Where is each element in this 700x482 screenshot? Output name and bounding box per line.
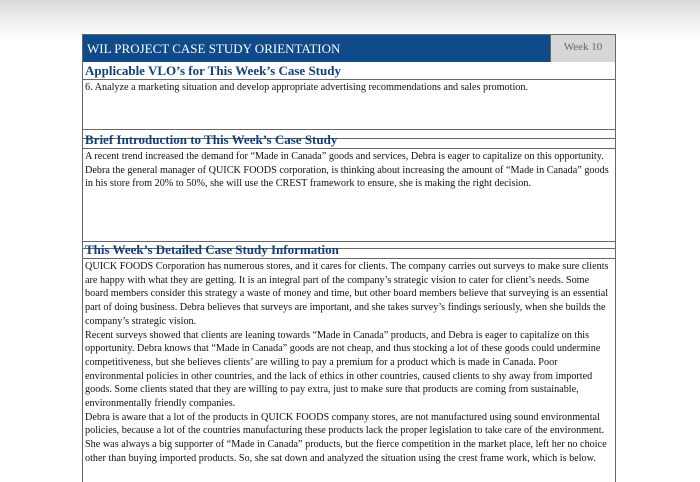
details-paragraph: QUICK FOODS Corporation has numerous stores, and it cares for clients. The company carries out surveys to make sure clients are happy with what they are getting. It is an integral part of the company’s strategic vision to cater for client’s needs. Some board members consider this strategy a waste of money and time, but other board members believe that surveying is an essential part of doing business. Debra believes that surveys are important, and she takes survey’s findings seriously, when she builds the company’s strategic vision.	[85, 261, 609, 327]
header-row	[83, 34, 615, 62]
document-title: WIL PROJECT CASE STUDY ORIENTATION	[83, 35, 550, 62]
week-label: Week 10	[550, 35, 615, 62]
details-text-box	[83, 259, 615, 482]
details-paragraph: Debra is aware that a lot of the products in QUICK FOODS company stores, are not manufactured using sound environmental policies, because a lot of the countries manufacturing these products lack the proper legislation to take care of the environment. She was always a big supporter of “Made in Canada” products, but the fierce competition in the market place, left her no choice other than buying imported products. So, she sat down and analyzed the situation using the crest frame work, which is below.	[85, 411, 607, 464]
vlo-text	[83, 80, 615, 130]
details-heading: This Week’s Detailed Case Study Information	[83, 241, 615, 259]
vlo-item: 6. Analyze a marketing situation and develop appropriate advertising recommendations and sales promotion.	[85, 82, 529, 93]
details-paragraph: Recent surveys showed that clients are leaning towards “Made in Canada” products, and Debra is eager to capitalize on this opportunity. Debra knows that “Made in Canada” goods are not cheap, and thus stocking a lot of these goods could undermine competitiveness, but she believes clients’ are willing to pay a premium for a product which is made in Canada. Poor environmental policies in other countries, and the lack of ethics in other countries, caused clients to shy away from imported goods. Some clients stated that they are willing to pay extra, just to make sure that products are coming from sustainable, environmentally friendly companies.	[85, 329, 601, 410]
vlo-heading: Applicable VLO’s for This Week’s Case Study	[83, 62, 615, 80]
intro-text-box	[83, 149, 615, 242]
case-study-document	[82, 34, 616, 482]
intro-heading: Brief Introduction to This Week’s Case Study	[83, 131, 615, 149]
intro-text: A recent trend increased the demand for “Made in Canada” goods and services, Debra is eager to capitalize on this opportunity. Debra the general manager of QUICK FOODS corporation, is thinking about increasing the amount of “Made in Canada” goods in his store from 20% to 50%, she will use the CREST framework to ensure, she is making the right decision.	[85, 151, 609, 190]
